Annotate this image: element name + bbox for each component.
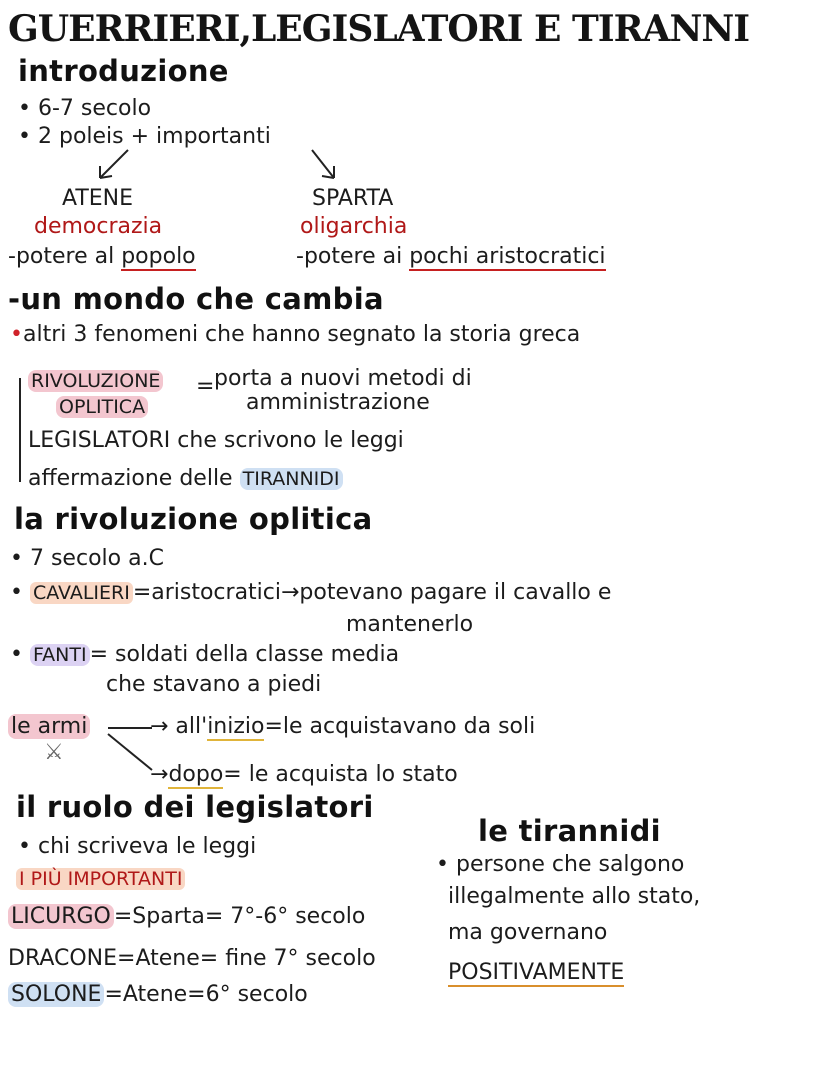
intro-bullet-2-text: 2 poleis + importanti [37,124,271,149]
inizio-line [150,714,535,739]
rivoluzione-desc-2: amministrazione [246,390,430,415]
licurgo-name: LICURGO [8,904,114,929]
rivoluzione-label-2 [56,396,148,418]
rivoluzione-text-2: OPLITICA [56,396,148,418]
mondo-bullet-text: altri 3 fenomeni che hanno segnato la storia greca [22,322,581,347]
oplitica-bullet-1-text: 7 secolo a.C [29,546,164,571]
sparta-desc-prefix: -potere ai [296,244,403,269]
legislatori-line: LEGISLATORI che scrivono le leggi [28,428,404,453]
intro-bullet-1-text: 6-7 secolo [37,96,152,121]
tirannidi-heading: le tirannidi [478,814,661,848]
oplitica-heading: la rivoluzione oplitica [14,502,373,536]
cavalieri-label: CAVALIERI [30,582,133,604]
legislatori-bullet-text: chi scriveva le leggi [37,834,257,859]
tirannidi-line-3: ma governano [448,920,608,945]
tirannidi-line-1: • persone che salgono [436,852,685,877]
licurgo-desc: =Sparta= 7°-6° secolo [113,904,366,929]
cavalieri-line: • CAVALIERI =aristocratici→potevano pagare il cavallo e [10,580,612,605]
inizio-prefix: → all' [150,714,208,739]
affermazione-line [28,466,343,491]
affermazione-text: affermazione delle [28,466,233,491]
dopo-prefix: → [150,762,169,787]
legislatori-heading: il ruolo dei legislatori [16,790,374,824]
intro-bullet-1: • 6-7 secolo [18,96,152,121]
intro-bullet-2: • 2 poleis + importanti [18,124,271,149]
atene-label: ATENE [62,186,134,211]
importanti-label [16,868,185,890]
cavalieri-desc-2: mantenerlo [346,612,474,637]
fanti-desc-1: = soldati della classe media [89,642,400,667]
sparta-desc [296,244,606,269]
armi-text: le armi [8,714,90,739]
dopo-suffix: = le acquista lo stato [223,762,458,787]
dopo-highlight: dopo [168,762,224,787]
rivoluzione-text-1: RIVOLUZIONE [28,370,163,392]
positivamente-text: POSITIVAMENTE [448,960,625,985]
licurgo-line [8,904,365,929]
tirannidi-line-1-text: persone che salgono [455,852,685,877]
solone-name: SOLONE [8,982,104,1007]
dracone-desc: =Atene= fine 7° secolo [117,946,376,971]
rivoluzione-eq: = [196,374,215,399]
cavalieri-desc-1: =aristocratici→potevano pagare il cavallo e [132,580,612,605]
atene-desc-highlight: popolo [121,244,196,269]
fanti-line: • FANTI = soldati della classe media [10,642,400,667]
intro-heading: introduzione [18,54,229,88]
inizio-highlight: inizio [207,714,265,739]
fanti-label: FANTI [30,644,90,666]
sparta-label: SPARTA [312,186,394,211]
solone-line [8,982,308,1007]
oplitica-bullet-1: • 7 secolo a.C [10,546,164,571]
swords-icon: ⚔ [44,740,64,765]
tirannidi-line-4 [448,960,624,985]
rivoluzione-label-1 [28,370,163,392]
atene-desc [8,244,196,269]
dopo-line [150,762,458,787]
dracone-line [8,946,376,971]
rivoluzione-desc-1: porta a nuovi metodi di [214,366,472,391]
sparta-desc-highlight: pochi aristocratici [409,244,606,269]
tirannidi-line-2: illegalmente allo stato, [448,884,701,909]
mondo-bullet: •altri 3 fenomeni che hanno segnato la storia greca [10,322,581,347]
armi-label [8,714,90,739]
tirannidi-tag: TIRANNIDI [240,468,343,490]
solone-desc: =Atene=6° secolo [104,982,308,1007]
sparta-type: oligarchia [300,214,408,239]
mondo-heading: -un mondo che cambia [8,282,384,316]
atene-type: democrazia [34,214,163,239]
inizio-suffix: =le acquistavano da soli [264,714,536,739]
legislatori-bullet: • chi scriveva le leggi [18,834,257,859]
page-title: GUERRIERI,LEGISLATORI E TIRANNI [8,8,750,50]
atene-desc-prefix: -potere al [8,244,115,269]
dracone-name: DRACONE [8,946,118,971]
fanti-desc-2: che stavano a piedi [106,672,322,697]
importanti-text: I PIÙ IMPORTANTI [16,868,185,890]
